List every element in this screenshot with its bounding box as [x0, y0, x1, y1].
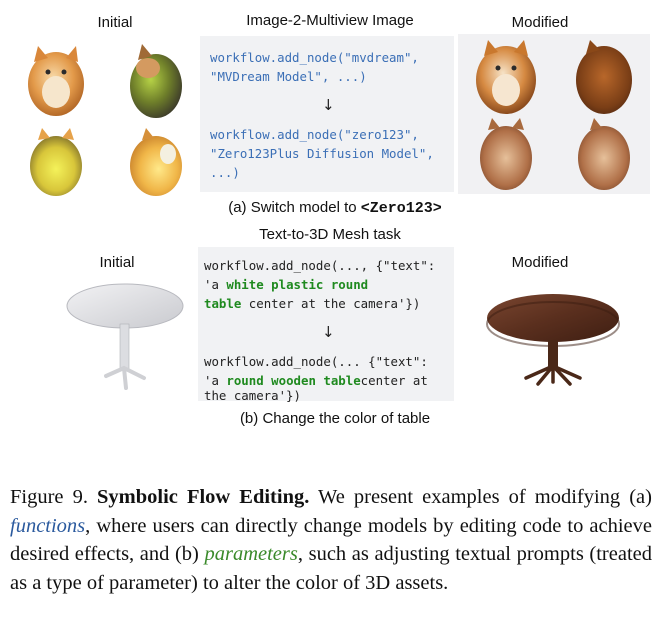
figure-caption: Figure 9. Symbolic Flow Editing. We present examples of modifying (a) functions, where users can directly change models by editing code to achieve desired effects, and (b) parameters, such as adjusting textual prompts (treated as a type of parameter) to alter the color of 3D assets.	[10, 486, 652, 594]
modified-cat-side-view	[576, 40, 632, 114]
modified-cat-multiview-image	[458, 34, 650, 194]
wooden-table-code-line2: 'a round wooden tablecenter at	[204, 373, 428, 388]
top-initial-label: Initial	[97, 14, 133, 31]
white-table-code-line1: workflow.add_node(..., {"text":	[204, 258, 436, 273]
white-table-code-line3: table center at the camera'})	[204, 296, 421, 311]
zero123-code-line3: ...)	[210, 165, 240, 180]
bottom-initial-label: Initial	[99, 254, 135, 271]
modified-wooden-table-image	[478, 288, 628, 388]
cat-rear-side-view	[130, 128, 182, 196]
zero123-code-line1: workflow.add_node("zero123",	[210, 127, 419, 142]
cat-front-view	[28, 46, 84, 116]
wooden-table-code-line3: the camera'})	[204, 388, 301, 403]
parameters-highlight: parameters	[204, 543, 298, 565]
zero123-code-line2: "Zero123Plus Diffusion Model",	[210, 146, 434, 161]
modified-cat-front-view	[476, 40, 536, 114]
mvdream-code-line2: "MVDream Model", ...)	[210, 69, 367, 84]
top-modified-label: Modified	[511, 14, 569, 31]
functions-highlight: functions	[10, 514, 86, 537]
top-down-arrow: ↓	[322, 96, 335, 114]
modified-cat-rear-side-view	[578, 118, 630, 190]
wooden-table-code-line1: workflow.add_node(... {"text":	[204, 354, 428, 369]
bottom-center-title: Text-to-3D Mesh task	[259, 226, 401, 243]
bottom-down-arrow: ↓	[322, 323, 335, 341]
top-center-title: Image-2-Multiview Image	[246, 12, 414, 29]
initial-cat-multiview-image	[8, 34, 198, 204]
white-table-code-line2: 'a white plastic round	[204, 277, 369, 292]
cat-back-view	[30, 128, 82, 196]
caption-b: (b) Change the color of table	[239, 410, 431, 427]
caption-a: (a) Switch model to <Zero123>	[228, 199, 442, 217]
initial-white-table-image	[60, 280, 190, 395]
cat-side-view	[130, 44, 182, 118]
bottom-modified-label: Modified	[511, 254, 569, 271]
mvdream-code-line1: workflow.add_node("mvdream",	[210, 50, 419, 65]
modified-cat-back-view	[480, 118, 532, 190]
